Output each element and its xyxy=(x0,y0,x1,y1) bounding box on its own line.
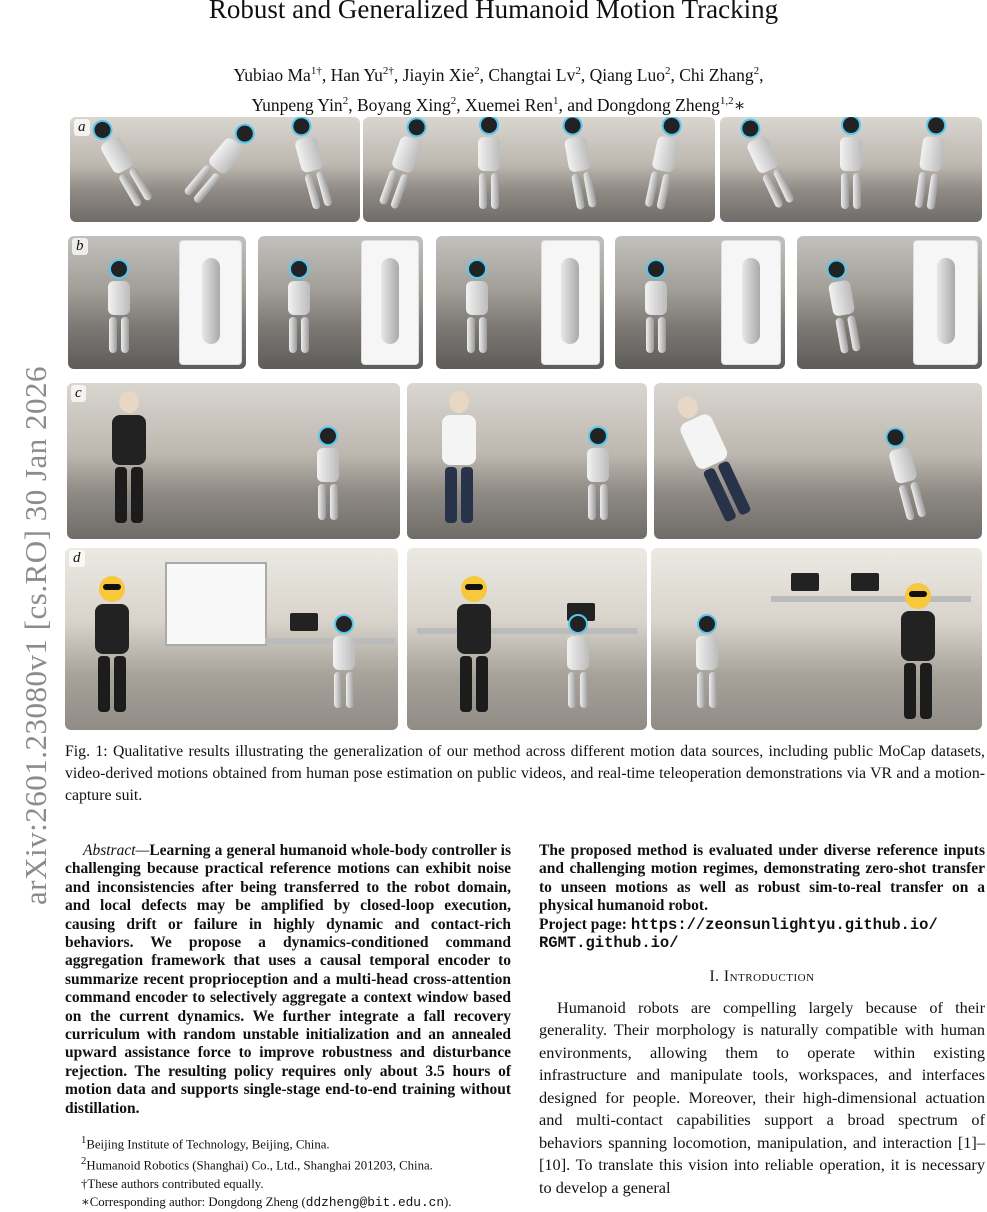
human-operator xyxy=(112,391,146,523)
whiteboard xyxy=(165,562,267,646)
footnote-text: Humanoid Robotics (Shanghai) Co., Ltd., Shanghai 201203, China. xyxy=(86,1158,433,1173)
introduction-text: Humanoid robots are compelling largely because of their generality. Their morphology is naturally compatible with human environments, allowing them to operate within existing infrastructure and manipulate tools, workspaces, and interfaces designed for people. Moreover, their high-dimensional actuation and multi-contact capabilities support a broad spectrum of behaviors spanning locomotion, manipulation, and interaction [1]–[10]. To translate this vision into reliable operation, it is necessary to develop a general xyxy=(539,997,985,1197)
author-line-2: Yunpeng Yin$^2$, Boyang Xing$^2$, Xuemei Ren$^1$, and Dongdong Zheng$^{1,2}$∗ xyxy=(251,94,746,115)
human-operator xyxy=(668,390,755,524)
author: Qiang Luo xyxy=(589,64,665,85)
project-page-link[interactable]: https://zeonsunlightyu.github.io/ xyxy=(630,915,938,934)
human-operator xyxy=(442,391,476,523)
author-affiliation: 1 xyxy=(552,94,559,107)
photo-tile xyxy=(67,383,400,539)
author: Yunpeng Yin xyxy=(251,94,343,115)
robot-figure xyxy=(587,426,609,520)
reference-mannequin xyxy=(179,240,242,365)
author: Chi Zhang xyxy=(679,64,754,85)
figure-panel-d xyxy=(65,548,982,730)
author: Changtai Lv xyxy=(488,64,576,85)
footnote-text: ). xyxy=(444,1194,452,1209)
footnote xyxy=(65,1132,511,1153)
footnote xyxy=(65,1193,511,1212)
robot-figure xyxy=(288,117,334,211)
photo-tile xyxy=(407,383,647,539)
photo-strip xyxy=(720,117,982,222)
photo-tile xyxy=(65,548,398,730)
left-column xyxy=(65,842,511,1118)
reference-mannequin xyxy=(721,240,781,365)
author-affiliation: 2 xyxy=(664,65,671,77)
footnote xyxy=(65,1153,511,1174)
monitor xyxy=(851,573,879,591)
author: Jiayin Xie xyxy=(402,64,475,85)
photo-tile xyxy=(797,236,982,369)
project-page xyxy=(539,916,985,953)
robot-figure xyxy=(696,614,718,708)
figure-caption: Fig. 1: Qualitative results illustrating the generalization of our method across different motion data sources, including public MoCap datasets, video-derived motions obtained from human pose estimation on public videos, and real-time teleoperation demonstrations via VR and a motion-capture suit. xyxy=(65,743,985,804)
human-operator xyxy=(457,576,491,712)
robot-figure xyxy=(466,259,488,353)
footnote-text: Beijing Institute of Technology, Beijing, China. xyxy=(86,1137,330,1152)
photo-tile xyxy=(68,236,246,369)
footnote-text: ∗Corresponding author: Dongdong Zheng ( xyxy=(81,1194,306,1209)
author-affiliation: 1,2 xyxy=(719,94,734,107)
footnote-marker: 2 xyxy=(81,1156,87,1168)
robot-figure xyxy=(478,117,500,209)
human-operator xyxy=(95,576,129,712)
project-page-link-cont[interactable]: RGMT.github.io/ xyxy=(539,934,679,953)
robot-figure xyxy=(560,117,598,211)
robot-figure xyxy=(88,117,154,209)
robot-figure xyxy=(882,425,928,521)
figure-panel-a xyxy=(65,117,982,222)
author-affiliation: 2 xyxy=(342,94,349,107)
abstract-label: Abstract xyxy=(83,842,136,859)
robot-figure xyxy=(333,614,355,708)
photo-strip xyxy=(70,117,360,222)
section-heading xyxy=(539,968,985,986)
robot-figure xyxy=(182,119,259,205)
photo-tile xyxy=(615,236,785,369)
author-affiliation: 2 xyxy=(753,65,760,77)
reference-mannequin xyxy=(913,240,978,365)
desk xyxy=(265,638,395,644)
section-title: Introduction xyxy=(723,968,815,986)
section-number: I. xyxy=(709,968,720,986)
photo-tile xyxy=(258,236,423,369)
right-column xyxy=(539,842,985,1199)
face-cover-icon xyxy=(461,576,487,602)
author: Yubiao Ma xyxy=(233,64,311,85)
figure-panel-c xyxy=(65,383,982,539)
robot-figure xyxy=(288,259,310,353)
robot-figure xyxy=(736,117,796,210)
author: Han Yu xyxy=(330,64,383,85)
figure-panel-b xyxy=(65,236,982,369)
reference-mannequin xyxy=(361,240,419,365)
robot-figure xyxy=(643,117,684,211)
monitor xyxy=(290,613,318,631)
author: Xuemei Ren xyxy=(465,94,553,115)
footnote-marker: 1 xyxy=(81,1135,87,1146)
face-cover-icon xyxy=(99,576,125,602)
panel-label: a xyxy=(74,119,90,136)
author-affiliation: 2 xyxy=(575,65,581,77)
robot-figure xyxy=(317,426,339,520)
desk xyxy=(417,628,637,634)
panel-label: c xyxy=(71,385,86,402)
author-affiliation: 2† xyxy=(382,65,394,77)
photo-tile xyxy=(436,236,604,369)
author-affiliation: 2 xyxy=(450,94,457,107)
photo-tile xyxy=(654,383,982,539)
monitor xyxy=(791,573,819,591)
robot-figure xyxy=(914,117,949,210)
photo-tile xyxy=(651,548,982,730)
arxiv-identifier: arXiv:2601.23080v1 [cs.RO] 30 Jan 2026 xyxy=(18,365,53,905)
panel-label: b xyxy=(72,238,88,255)
robot-figure xyxy=(108,259,130,353)
project-page-label: Project page: xyxy=(539,915,627,933)
photo-tile xyxy=(407,548,647,730)
face-cover-icon xyxy=(905,583,931,609)
author-list xyxy=(150,58,847,118)
desk xyxy=(771,596,971,602)
author-affiliation: 1† xyxy=(310,65,322,77)
corresponding-email[interactable]: ddzheng@bit.edu.cn xyxy=(305,1194,445,1210)
robot-figure xyxy=(567,614,589,708)
footnote: †These authors contributed equally. xyxy=(81,1176,264,1191)
reference-mannequin xyxy=(541,240,600,365)
panel-label: d xyxy=(69,550,85,567)
human-operator xyxy=(901,583,935,719)
robot-figure xyxy=(645,259,667,353)
author: Dongdong Zheng xyxy=(596,94,720,115)
abstract-text: Learning a general humanoid whole-body controller is challenging because practical reference motions can exhibit noise and inconsistencies after being transferred to the robot domain, and local defects may be amplified by closed-loop execution, causing drift or failure in highly dynamic and contact-rich behaviors. We propose a dynamics-conditioned command aggregation framework that uses a causal temporal encoder to summarize recent proprioception and a multi-head cross-attention command encoder to selectively aggregate a context window based on the current dynamics. We further integrate a fall recovery curriculum with random unstable initialization and an annealed upward assistance force to improve robustness and disturbance rejection. The resulting policy requires only about 3.5 hours of motion data and supports single-stage end-to-end training without distillation. xyxy=(65,842,511,1117)
author-line-1: Yubiao $Ma^{1\dagger}$, Han $Yu^{2\dagger}$, Jiayin Xie$^2$, Changtai Lv$^2$, Qiang Luo$^2$, Chi Zhang$^2$, xyxy=(233,64,764,85)
abstract-continuation: The proposed method is evaluated under diverse reference inputs and challenging motion regimes, demonstrating zero-shot transfer to unseen motions as well as robust sim-to-real transfer on a physical humanoid robot. xyxy=(539,842,985,915)
author: Boyang Xing xyxy=(356,94,451,115)
photo-strip xyxy=(363,117,715,222)
paper-title: Robust and Generalized Humanoid Motion Tracking xyxy=(208,0,779,24)
author-affiliation: 2 xyxy=(474,65,480,77)
robot-figure xyxy=(824,258,862,354)
robot-figure xyxy=(840,117,862,209)
robot-figure xyxy=(378,117,431,210)
abstract: Abstract—Learning a general humanoid whole-body controller is challenging because practical reference motions can exhibit noise and inconsistencies after being transferred to the robot domain, and local defects may be amplified by closed-loop execution, causing drift or failure in highly dynamic and contact-rich behaviors. We propose a dynamics-conditioned command aggregation framework that uses a causal temporal encoder to summarize recent proprioception and a multi-head cross-attention command encoder to selectively aggregate a context window based on the current dynamics. We further integrate a fall recovery curriculum with random unstable initialization and an annealed upward assistance force to improve robustness and disturbance rejection. The resulting policy requires only about 3.5 hours of motion data and supports single-stage end-to-end training without distillation. xyxy=(65,842,511,1117)
